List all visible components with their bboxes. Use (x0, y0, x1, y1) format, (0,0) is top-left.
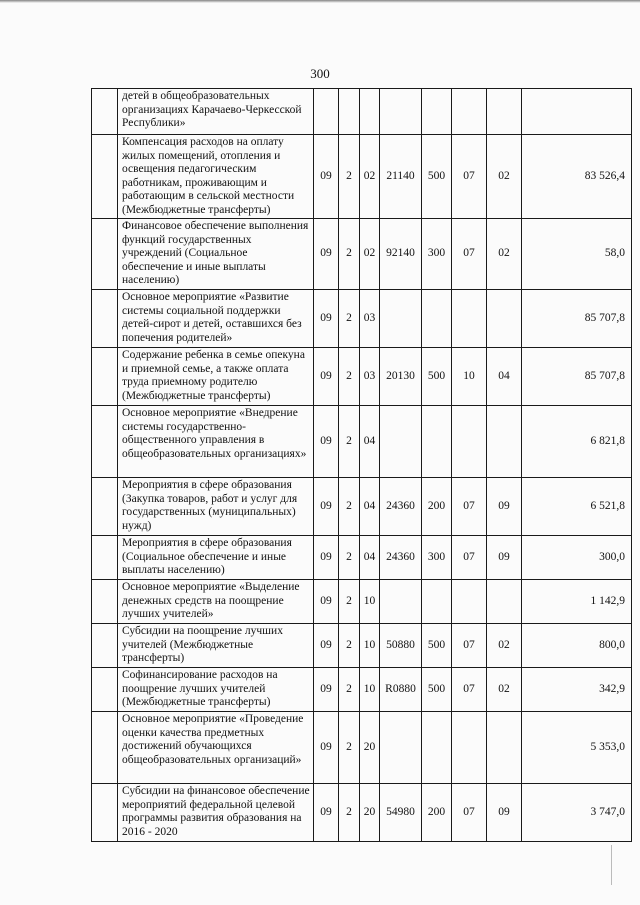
code-cell (487, 712, 522, 784)
code-cell: 02 (360, 135, 380, 219)
code-cell (422, 580, 452, 624)
name-cell: Мероприятия в сфере образования (Социальное обеспечение и иные выплаты населению) (118, 536, 314, 580)
code-cell: 20 (360, 712, 380, 784)
name-cell: детей в общеобразовательных организациях Карачаево-Черкесской Республики» (118, 89, 314, 135)
code-cell (452, 89, 487, 135)
code-cell: 24360 (380, 478, 422, 536)
code-cell: 09 (314, 219, 339, 290)
code-cell: R0880 (380, 668, 422, 712)
scan-edge (0, 0, 640, 3)
name-cell: Субсидии на поощрение лучших учителей (Межбюджетные трансферты) (118, 624, 314, 668)
code-cell: 500 (422, 348, 452, 406)
code-cell: 2 (339, 668, 360, 712)
amount-cell: 6 521,8 (522, 478, 632, 536)
code-cell: 10 (360, 580, 380, 624)
code-cell: 2 (339, 219, 360, 290)
code-cell: 04 (360, 478, 380, 536)
table-row (92, 580, 632, 624)
name-cell: Основное мероприятие «Выделение денежных средств на поощрение лучших учителей» (118, 580, 314, 624)
code-cell: 09 (314, 668, 339, 712)
code-cell: 09 (314, 536, 339, 580)
code-cell: 02 (487, 624, 522, 668)
budget-table (91, 88, 632, 842)
code-cell: 2 (339, 478, 360, 536)
index-cell (92, 624, 118, 668)
amount-cell: 6 821,8 (522, 406, 632, 478)
code-cell: 04 (487, 348, 522, 406)
amount-cell: 1 142,9 (522, 580, 632, 624)
code-cell: 2 (339, 784, 360, 842)
index-cell (92, 135, 118, 219)
code-cell (314, 89, 339, 135)
margin-mark (611, 845, 612, 885)
name-cell: Софинансирование расходов на поощрение лучших учителей (Межбюджетные трансферты) (118, 668, 314, 712)
code-cell (422, 290, 452, 348)
amount-cell: 300,0 (522, 536, 632, 580)
code-cell: 07 (452, 624, 487, 668)
code-cell: 2 (339, 406, 360, 478)
table-row (92, 135, 632, 219)
code-cell: 02 (360, 219, 380, 290)
table-row (92, 348, 632, 406)
code-cell: 10 (360, 668, 380, 712)
code-cell: 09 (314, 784, 339, 842)
amount-cell: 85 707,8 (522, 348, 632, 406)
code-cell: 09 (314, 478, 339, 536)
table-row (92, 536, 632, 580)
code-cell: 03 (360, 348, 380, 406)
code-cell: 200 (422, 478, 452, 536)
code-cell: 03 (360, 290, 380, 348)
name-cell: Финансовое обеспечение выполнения функций государственных учреждений (Социальное обеспечение и иные выплаты населению) (118, 219, 314, 290)
name-cell: Основное мероприятие «Развитие системы социальной поддержки детей-сирот и детей, оставшихся без попечения родителей» (118, 290, 314, 348)
index-cell (92, 668, 118, 712)
index-cell (92, 406, 118, 478)
name-cell: Основное мероприятие «Проведение оценки качества предметных достижений обучающихся общеобразовательных организаций» (118, 712, 314, 784)
amount-cell: 58,0 (522, 219, 632, 290)
index-cell (92, 219, 118, 290)
index-cell (92, 784, 118, 842)
table-row (92, 784, 632, 842)
code-cell: 24360 (380, 536, 422, 580)
index-cell (92, 290, 118, 348)
code-cell: 2 (339, 348, 360, 406)
table-row (92, 478, 632, 536)
code-cell: 02 (487, 219, 522, 290)
name-cell: Субсидии на финансовое обеспечение мероприятий федеральной целевой программы развития образования на 2016 - 2020 (118, 784, 314, 842)
code-cell: 2 (339, 580, 360, 624)
amount-cell (522, 89, 632, 135)
code-cell: 92140 (380, 219, 422, 290)
code-cell: 02 (487, 668, 522, 712)
index-cell (92, 712, 118, 784)
code-cell: 09 (314, 348, 339, 406)
code-cell (422, 712, 452, 784)
name-cell: Мероприятия в сфере образования (Закупка товаров, работ и услуг для государственных (муниципальных) нужд) (118, 478, 314, 536)
code-cell: 500 (422, 135, 452, 219)
code-cell: 07 (452, 784, 487, 842)
table-row (92, 219, 632, 290)
code-cell: 09 (314, 580, 339, 624)
code-cell: 20 (360, 784, 380, 842)
code-cell: 20130 (380, 348, 422, 406)
code-cell: 10 (452, 348, 487, 406)
code-cell (422, 406, 452, 478)
code-cell (452, 580, 487, 624)
code-cell: 09 (314, 712, 339, 784)
code-cell (452, 406, 487, 478)
index-cell (92, 536, 118, 580)
name-cell: Основное мероприятие «Внедрение системы государственно-общественного управления в общеобразовательных организациях» (118, 406, 314, 478)
index-cell (92, 580, 118, 624)
code-cell: 07 (452, 478, 487, 536)
amount-cell: 85 707,8 (522, 290, 632, 348)
code-cell: 09 (314, 406, 339, 478)
code-cell (487, 580, 522, 624)
code-cell: 07 (452, 219, 487, 290)
code-cell (487, 406, 522, 478)
code-cell: 200 (422, 784, 452, 842)
code-cell: 500 (422, 624, 452, 668)
code-cell: 04 (360, 536, 380, 580)
index-cell (92, 89, 118, 135)
table-row (92, 290, 632, 348)
index-cell (92, 348, 118, 406)
table-row (92, 89, 632, 135)
code-cell: 09 (487, 784, 522, 842)
code-cell (487, 290, 522, 348)
name-cell: Компенсация расходов на оплату жилых помещений, отопления и освещения педагогическим работникам, проживающим и работающим в сельской местности (Межбюджетные трансферты) (118, 135, 314, 219)
code-cell: 04 (360, 406, 380, 478)
amount-cell: 83 526,4 (522, 135, 632, 219)
code-cell (452, 712, 487, 784)
code-cell (380, 580, 422, 624)
amount-cell: 800,0 (522, 624, 632, 668)
code-cell (339, 89, 360, 135)
code-cell (380, 406, 422, 478)
amount-cell: 342,9 (522, 668, 632, 712)
table-row (92, 406, 632, 478)
code-cell: 500 (422, 668, 452, 712)
code-cell: 07 (452, 536, 487, 580)
name-cell: Содержание ребенка в семье опекуна и приемной семье, а также оплата труда приемному родителю (Межбюджетные трансферты) (118, 348, 314, 406)
code-cell: 09 (487, 478, 522, 536)
code-cell: 09 (314, 624, 339, 668)
code-cell (452, 290, 487, 348)
code-cell (487, 89, 522, 135)
table-row (92, 668, 632, 712)
code-cell: 2 (339, 290, 360, 348)
code-cell: 2 (339, 536, 360, 580)
code-cell: 50880 (380, 624, 422, 668)
code-cell: 21140 (380, 135, 422, 219)
code-cell: 09 (314, 290, 339, 348)
table-row (92, 712, 632, 784)
code-cell: 07 (452, 135, 487, 219)
code-cell: 02 (487, 135, 522, 219)
page-number: 300 (310, 66, 330, 81)
code-cell: 2 (339, 135, 360, 219)
index-cell (92, 478, 118, 536)
code-cell (422, 89, 452, 135)
amount-cell: 5 353,0 (522, 712, 632, 784)
code-cell: 09 (487, 536, 522, 580)
amount-cell: 3 747,0 (522, 784, 632, 842)
code-cell: 2 (339, 624, 360, 668)
code-cell: 300 (422, 219, 452, 290)
table-row (92, 624, 632, 668)
code-cell: 300 (422, 536, 452, 580)
code-cell (380, 712, 422, 784)
code-cell: 2 (339, 712, 360, 784)
code-cell: 10 (360, 624, 380, 668)
code-cell (360, 89, 380, 135)
code-cell (380, 89, 422, 135)
code-cell: 09 (314, 135, 339, 219)
code-cell: 07 (452, 668, 487, 712)
code-cell (380, 290, 422, 348)
code-cell: 54980 (380, 784, 422, 842)
